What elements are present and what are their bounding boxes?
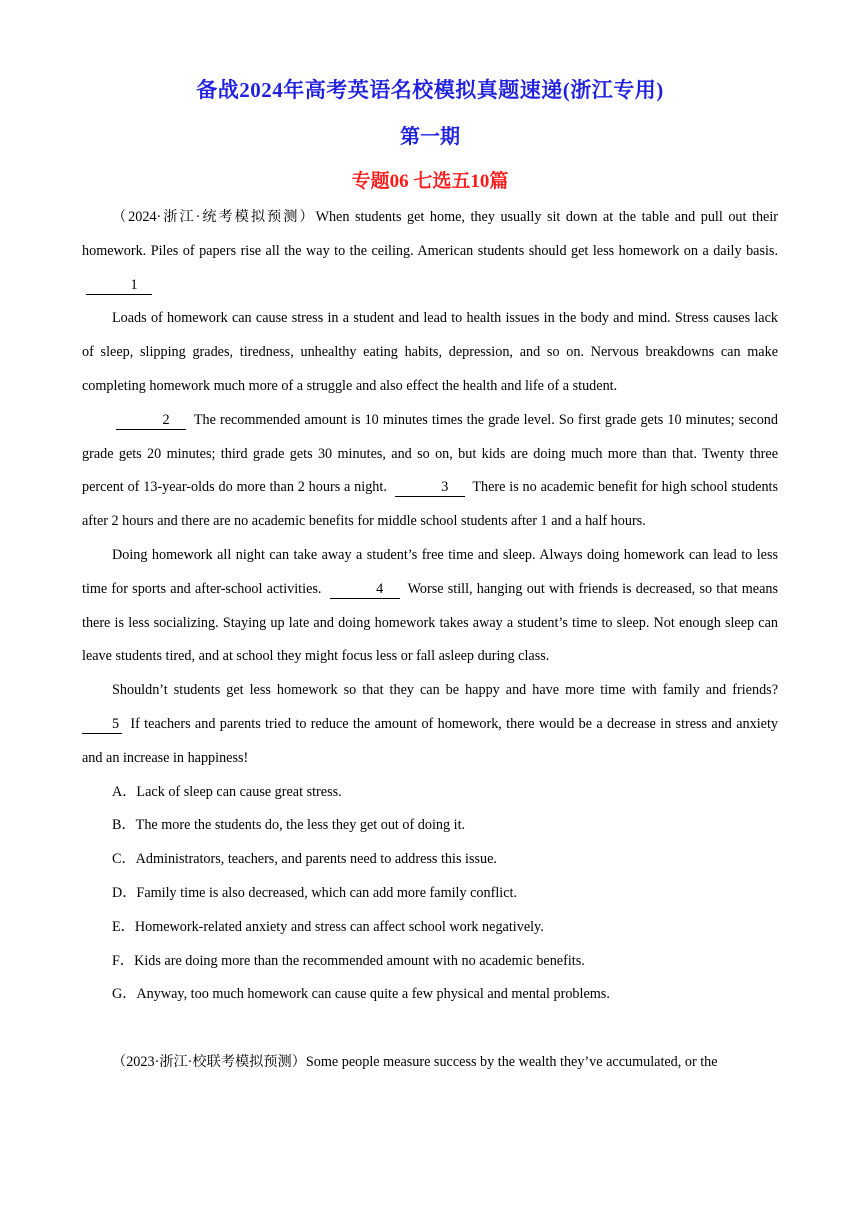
passage-2-intro: （2023·浙江·校联考模拟预测）Some people measure success by the wealth they’ve accumulated, or the: [112, 1053, 718, 1070]
paragraph-1: （2024·浙江·统考模拟预测）When students get home, they usually sit down at the table and pull out their homework. Piles of papers rise all the way to the ceiling. American students should get less homework on a daily basis. 1: [82, 209, 778, 293]
blank-1: 1: [86, 276, 152, 295]
option-c: C．Administrators, teachers, and parents need to address this issue.: [112, 851, 497, 868]
paragraph-2: Loads of homework can cause stress in a student and lead to health issues in the body and mind. Stress causes lack of sleep, slipping grades, tiredness, unhealthy eating habits, depression, and so on. Nervous breakdowns can make completing homework much more of a struggle and also effect the health and life of a student.: [82, 310, 778, 394]
option-g: G．Anyway, too much homework can cause quite a few physical and mental problems.: [112, 986, 610, 1003]
paragraph-3: 2 The recommended amount is 10 minutes times the grade level. So first grade gets 10 minutes; second grade gets 20 minutes; third grade gets 30 minutes, and so on, but kids are doing much more than that. Twenty three percent of 13-year-olds do more than 2 hours a night. 3 There is no academic benefit for high school students after 2 hours and there are no academic benefits for middle school students after 1 and a half hours.: [82, 411, 779, 530]
blank-3: 3: [395, 478, 465, 497]
document-title: 备战2024年高考英语名校模拟真题速递(浙江专用): [196, 78, 664, 102]
paragraph-4: Doing homework all night can take away a student’s free time and sleep. Always doing homework can lead to less time for sports and after-school activities. 4 Worse still, hanging out with friends is decreased, so that means there is less socializing. Staying up late and doing homework takes away a student’s time to sleep. Not enough sleep can leave students tired, and at school they might focus less or fall asleep during class.: [82, 546, 779, 665]
blank-4: 4: [330, 580, 400, 599]
source-label: （2024·浙江·统考模拟预测）: [112, 209, 316, 225]
issue-title: 第一期: [400, 126, 460, 148]
blank-5: 5: [82, 715, 122, 734]
option-e: E．Homework-related anxiety and stress can affect school work negatively.: [112, 918, 544, 935]
options-list: [82, 776, 778, 1013]
option-a: A．Lack of sleep can cause great stress.: [112, 783, 342, 800]
source-label-2: （2023·浙江·校联考模拟预测）: [112, 1053, 306, 1070]
topic-title: 专题06 七选五10篇: [351, 171, 509, 192]
paragraph-5: Shouldn’t students get less homework so that they can be happy and have more time with family and friends? 5 If teachers and parents tried to reduce the amount of homework, there would be a decrease in stress and anxiety and an increase in happiness!: [82, 682, 778, 766]
section-gap: [82, 1012, 778, 1046]
blank-2: 2: [116, 411, 186, 430]
passage-1: [82, 201, 778, 1080]
option-b: B．The more the students do, the less they get out of doing it.: [112, 817, 466, 834]
option-d: D．Family time is also decreased, which can add more family conflict.: [112, 884, 518, 901]
option-f: F．Kids are doing more than the recommended amount with no academic benefits.: [112, 952, 585, 969]
